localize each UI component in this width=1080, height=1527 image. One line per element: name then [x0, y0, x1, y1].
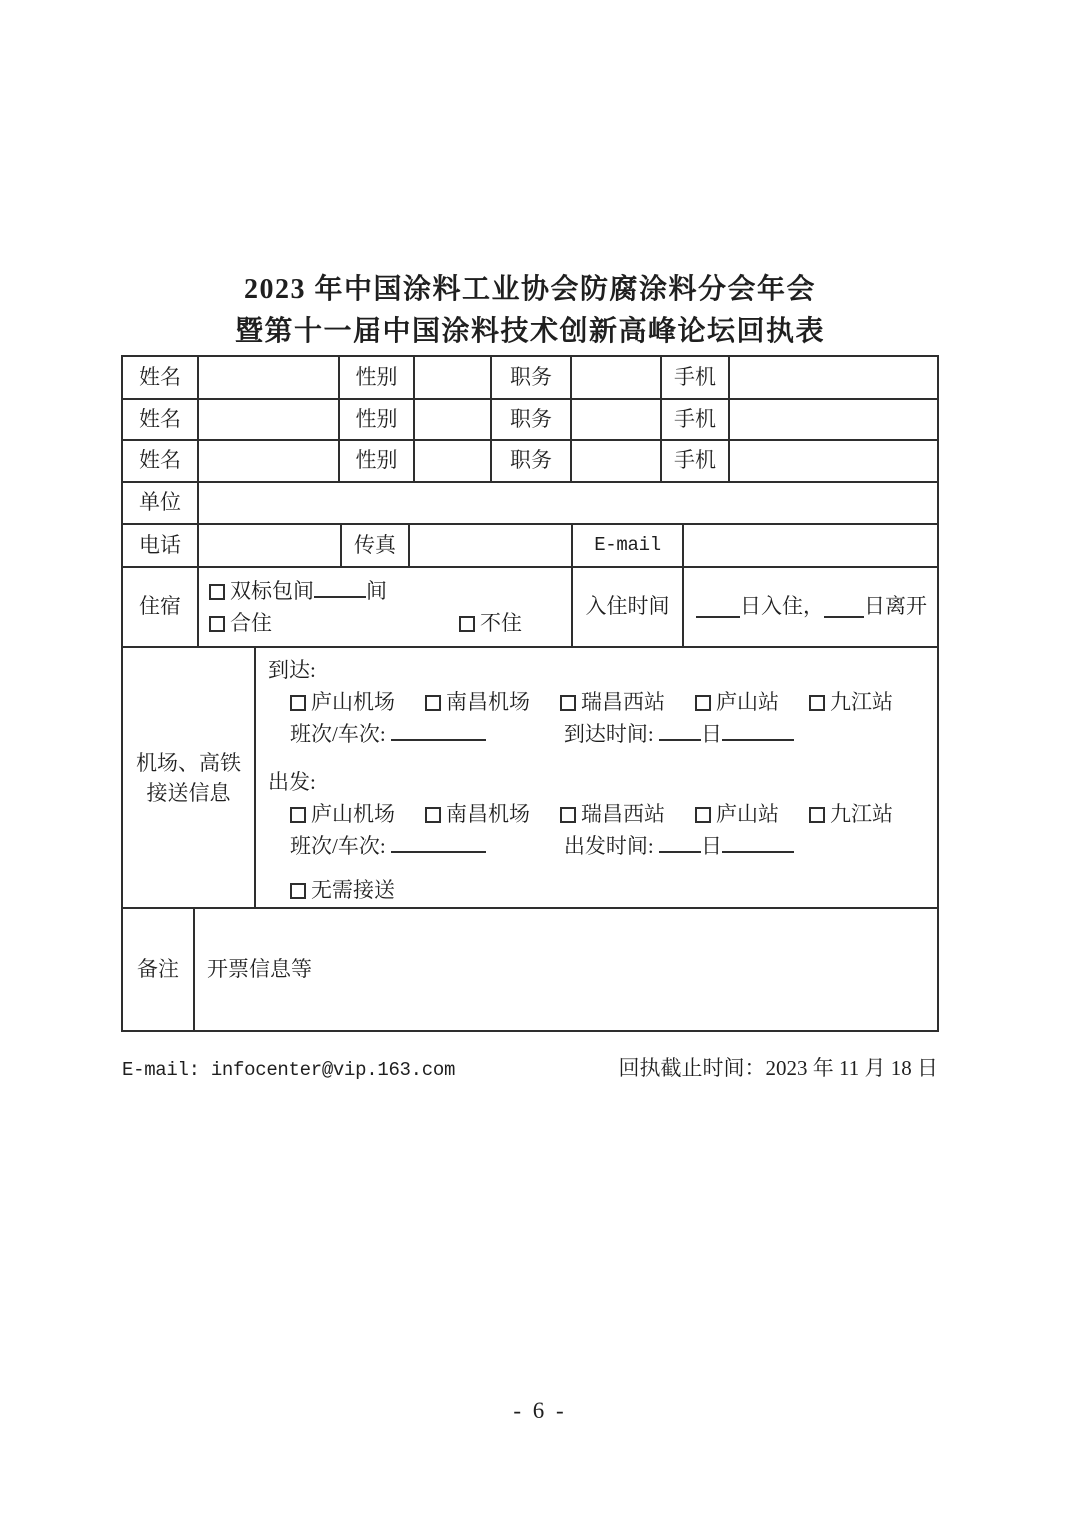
station-label: 瑞昌西站	[581, 802, 665, 826]
share-room-label: 合住	[230, 611, 272, 635]
checkbox-no-transfer[interactable]	[290, 883, 306, 899]
transfer-content-cell	[254, 648, 937, 907]
arrival-day-blank[interactable]	[659, 720, 701, 741]
checkbox-departure-ruichang-west-station[interactable]	[560, 807, 576, 823]
table-row-accommodation	[123, 566, 937, 646]
checkbox-share-room[interactable]	[209, 616, 225, 632]
gender-label: 性别	[338, 400, 413, 439]
table-row-person-3	[123, 439, 937, 481]
name-label: 姓名	[139, 364, 181, 389]
gender-input-cell[interactable]	[413, 441, 490, 481]
departure-station-option	[290, 802, 395, 826]
position-input-cell[interactable]	[570, 441, 660, 481]
arrival-station-option	[290, 690, 395, 714]
station-label: 庐山机场	[311, 690, 395, 714]
checkbox-arrival-lushan-airport[interactable]	[290, 695, 306, 711]
day-char: 日	[701, 834, 723, 858]
checkin-text-2: 日离开	[864, 594, 927, 619]
flight-number-label: 班次/车次:	[290, 722, 386, 746]
double-room-suffix: 间	[366, 579, 387, 603]
checkbox-departure-lushan-station[interactable]	[695, 807, 711, 823]
checkin-time-cell	[682, 568, 937, 646]
checkout-day-blank[interactable]	[824, 597, 864, 618]
departure-station-option	[425, 802, 530, 826]
reply-form-table	[121, 355, 939, 1032]
station-label: 瑞昌西站	[581, 690, 665, 714]
checkin-time-label: 入住时间	[571, 568, 682, 646]
position-label: 职务	[490, 441, 570, 481]
mobile-label: 手机	[660, 441, 728, 481]
arrival-title: 到达:	[268, 658, 316, 682]
gender-input-cell[interactable]	[413, 400, 490, 439]
table-row-unit	[123, 481, 937, 523]
unit-label: 单位	[139, 490, 181, 515]
transfer-label	[123, 648, 254, 907]
reply-deadline: 回执截止时间：2023 年 11 月 18 日	[618, 1056, 938, 1080]
arrival-station-option	[809, 690, 893, 714]
table-row-person-2	[123, 398, 937, 439]
remark-content-cell[interactable]	[193, 909, 937, 1030]
checkbox-arrival-ruichang-west-station[interactable]	[560, 695, 576, 711]
title-line-1: 2023 年中国涂料工业协会防腐涂料分会年会	[243, 274, 816, 305]
gender-label: 性别	[338, 357, 413, 398]
mobile-input-cell[interactable]	[728, 357, 937, 398]
mobile-label: 手机	[660, 357, 728, 398]
accommodation-option-line-2	[209, 607, 571, 639]
position-label: 职务	[490, 400, 570, 439]
table-row-remark	[123, 907, 937, 1030]
name-label: 姓名	[139, 448, 181, 473]
title-line-2: 暨第十一届中国涂料技术创新高峰论坛回执表	[234, 316, 825, 347]
email-input-cell[interactable]	[682, 525, 937, 566]
arrival-time-blank[interactable]	[722, 720, 794, 741]
gender-label: 性别	[338, 441, 413, 481]
page-number: - 6 -	[513, 1398, 567, 1423]
accommodation-options-cell	[197, 568, 571, 646]
arrival-station-option	[560, 690, 665, 714]
departure-station-option	[560, 802, 665, 826]
checkbox-departure-nanchang-airport[interactable]	[425, 807, 441, 823]
checkbox-departure-lushan-airport[interactable]	[290, 807, 306, 823]
checkbox-departure-jiujiang-station[interactable]	[809, 807, 825, 823]
departure-station-option	[809, 802, 893, 826]
station-label: 九江站	[830, 802, 893, 826]
fax-input-cell[interactable]	[408, 525, 571, 566]
arrival-stations-line	[268, 686, 937, 718]
double-room-count-blank[interactable]	[314, 577, 366, 598]
table-row-contact	[123, 523, 937, 566]
accommodation-label: 住宿	[139, 594, 181, 619]
document-title	[122, 269, 938, 353]
position-label: 职务	[490, 357, 570, 398]
position-input-cell[interactable]	[570, 400, 660, 439]
station-label: 九江站	[830, 690, 893, 714]
double-room-label: 双标包间	[230, 579, 314, 603]
mobile-input-cell[interactable]	[728, 441, 937, 481]
unit-input-cell[interactable]	[197, 483, 937, 523]
no-stay-label: 不住	[480, 611, 522, 635]
departure-flight-blank[interactable]	[391, 832, 486, 853]
arrival-station-option	[425, 690, 530, 714]
arrival-time-label: 到达时间:	[563, 722, 654, 746]
departure-station-option	[695, 802, 779, 826]
transfer-label-line-2: 接送信息	[146, 780, 231, 805]
name-label: 姓名	[139, 406, 181, 431]
departure-title: 出发:	[268, 770, 316, 794]
name-input-cell[interactable]	[197, 441, 338, 481]
arrival-flight-line	[268, 718, 937, 750]
remark-label: 备注	[137, 956, 179, 981]
table-row-transfer	[123, 646, 937, 907]
flight-number-label: 班次/车次:	[290, 834, 386, 858]
departure-day-blank[interactable]	[659, 832, 701, 853]
departure-time-label: 出发时间:	[563, 834, 654, 858]
checkbox-arrival-nanchang-airport[interactable]	[425, 695, 441, 711]
page-footer	[122, 1052, 938, 1082]
contact-email: E-mail: infocenter@vip.163.com	[122, 1059, 456, 1081]
arrival-station-option	[695, 690, 779, 714]
table-row-person-1	[123, 357, 937, 398]
departure-flight-line	[268, 830, 937, 862]
checkbox-arrival-jiujiang-station[interactable]	[809, 695, 825, 711]
arrival-flight-blank[interactable]	[391, 720, 486, 741]
position-input-cell[interactable]	[570, 357, 660, 398]
departure-time-blank[interactable]	[722, 832, 794, 853]
checkin-text-1: 日入住，	[740, 594, 824, 619]
email-label: E-mail	[571, 525, 682, 566]
name-input-cell[interactable]	[197, 357, 338, 398]
phone-label: 电话	[139, 532, 181, 557]
checkbox-double-room[interactable]	[209, 584, 225, 600]
transfer-label-line-1: 机场、高铁	[136, 750, 241, 775]
checkbox-arrival-lushan-station[interactable]	[695, 695, 711, 711]
station-label: 庐山站	[716, 690, 779, 714]
station-label: 南昌机场	[446, 690, 530, 714]
checkbox-no-stay[interactable]	[459, 616, 475, 632]
gender-input-cell[interactable]	[413, 357, 490, 398]
station-label: 庐山站	[716, 802, 779, 826]
no-transfer-label: 无需接送	[311, 878, 395, 902]
no-transfer-line	[268, 874, 937, 906]
mobile-label: 手机	[660, 400, 728, 439]
departure-stations-line	[268, 798, 937, 830]
accommodation-option-line-1	[209, 575, 571, 607]
remark-content: 开票信息等	[207, 956, 312, 981]
name-input-cell[interactable]	[197, 400, 338, 439]
day-char: 日	[701, 722, 723, 746]
fax-label: 传真	[340, 525, 408, 566]
phone-input-cell[interactable]	[197, 525, 340, 566]
checkin-day-blank[interactable]	[696, 597, 740, 618]
mobile-input-cell[interactable]	[728, 400, 937, 439]
station-label: 南昌机场	[446, 802, 530, 826]
station-label: 庐山机场	[311, 802, 395, 826]
